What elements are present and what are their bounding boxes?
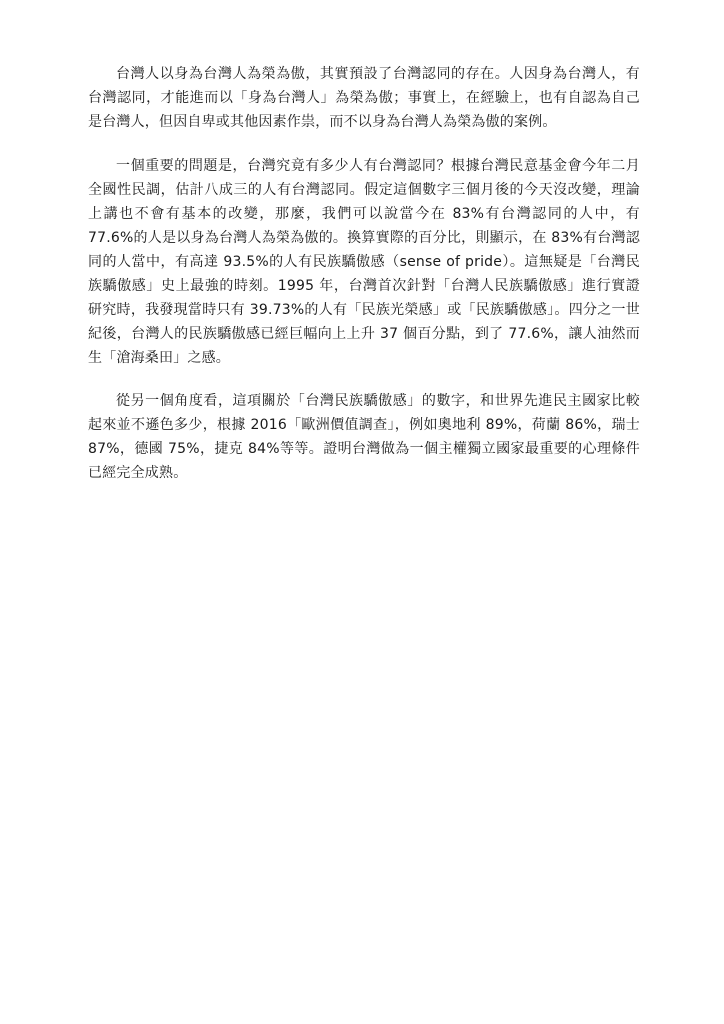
paragraph-poll-statistics: 一個重要的問題是，台灣究竟有多少人有台灣認同？根據台灣民意基金會今年二月全國性民調，估計八成三的人有台灣認同。假定這個數字三個月後的今天沒改變，理論上講也不會有基本的改變，那麼，我們可以說當今在 83%有台灣認同的人中，有 77.6%的人是以身為台灣人為榮為傲的。換算實際的百分比，則顯示，在 83%有台灣認同的人當中，有高達 93.5%的人有民族驕傲感（sense of pride）。這無疑是「台灣民族驕傲感」史上最強的時刻。1995 年，台灣首次針對「台灣人民族驕傲感」進行實證研究時，我發現當時只有 39.73%的人有「民族光榮感」或「民族驕傲感」。四分之一世紀後，台灣人的民族驕傲感已經巨幅向上上升 37 個百分點，到了 77.6%，讓人油然而生「滄海桑田」之感。 [88,158,640,366]
article-body [88,62,640,485]
paragraph-identity-pride: 台灣人以身為台灣人為榮為傲，其實預設了台灣認同的存在。人因身為台灣人，有台灣認同，才能進而以「身為台灣人」為榮為傲；事實上，在經驗上，也有自認為自己是台灣人，但因自卑或其他因素作祟，而不以身為台灣人為榮為傲的案例。 [88,66,640,130]
paragraph-international-comparison: 從另一個角度看，這項關於「台灣民族驕傲感」的數字，和世界先進民主國家比較起來並不遜色多少，根據 2016「歐洲價值調查」，例如奧地利 89%，荷蘭 86%，瑞士 87%，德國 75%，捷克 84%等等。證明台灣做為一個主權獨立國家最重要的心理條件已經完全成熟。 [88,393,640,481]
